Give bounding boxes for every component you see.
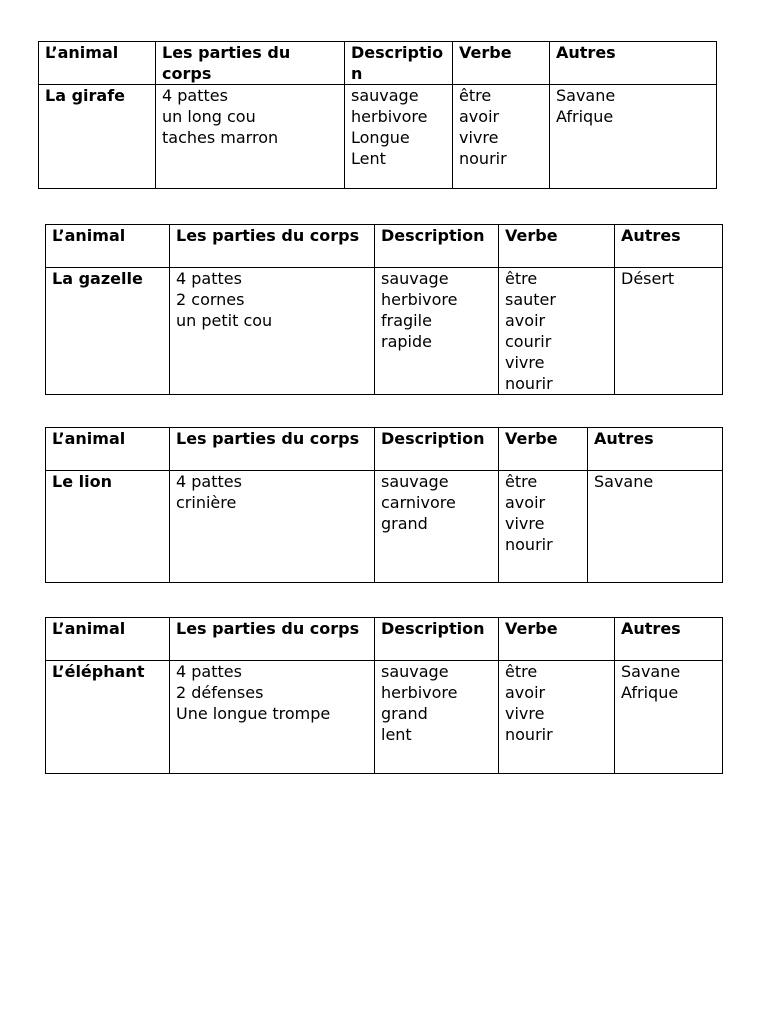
cell-verbe: être avoir vivre nourir — [499, 471, 588, 583]
cell-verbe: être avoir vivre nourir — [499, 661, 615, 774]
animal-table-elephant — [45, 617, 723, 774]
cell-description: sauvage herbivore fragile rapide — [375, 268, 499, 395]
cell-parties: 4 pattes 2 défenses Une longue trompe — [170, 661, 375, 774]
header-animal: L’animal — [46, 428, 170, 471]
header-animal: L’animal — [46, 225, 170, 268]
header-parties: Les parties du corps — [170, 225, 375, 268]
animal-table-gazelle — [45, 224, 723, 395]
animal-table-lion — [45, 427, 723, 583]
table-header-row — [46, 618, 723, 661]
cell-description: sauvage herbivore grand lent — [375, 661, 499, 774]
header-autres: Autres — [550, 42, 717, 85]
header-autres: Autres — [588, 428, 723, 471]
header-parties: Les parties du corps — [156, 42, 345, 85]
cell-autres: Savane — [588, 471, 723, 583]
header-verbe: Verbe — [499, 618, 615, 661]
table-row — [46, 471, 723, 583]
cell-parties: 4 pattes 2 cornes un petit cou — [170, 268, 375, 395]
table-header-row — [46, 428, 723, 471]
cell-autres: Savane Afrique — [550, 85, 717, 189]
header-description: Description — [375, 618, 499, 661]
table-row — [39, 85, 717, 189]
cell-parties: 4 pattes un long cou taches marron — [156, 85, 345, 189]
table-row — [46, 268, 723, 395]
animal-name: La girafe — [39, 85, 156, 189]
header-description: Description — [375, 428, 499, 471]
table-header-row — [39, 42, 717, 85]
cell-description: sauvage herbivore Longue Lent — [345, 85, 453, 189]
animal-name: L’éléphant — [46, 661, 170, 774]
animal-name: La gazelle — [46, 268, 170, 395]
header-autres: Autres — [615, 225, 723, 268]
header-description: Description — [345, 42, 453, 85]
header-parties: Les parties du corps — [170, 428, 375, 471]
cell-description: sauvage carnivore grand — [375, 471, 499, 583]
table-row — [46, 661, 723, 774]
header-animal: L’animal — [39, 42, 156, 85]
cell-verbe: être sauter avoir courir vivre nourir — [499, 268, 615, 395]
header-verbe: Verbe — [499, 428, 588, 471]
cell-autres: Savane Afrique — [615, 661, 723, 774]
animal-table-girafe — [38, 41, 717, 189]
header-description: Description — [375, 225, 499, 268]
header-parties: Les parties du corps — [170, 618, 375, 661]
cell-verbe: être avoir vivre nourir — [453, 85, 550, 189]
table-header-row — [46, 225, 723, 268]
header-autres: Autres — [615, 618, 723, 661]
header-verbe: Verbe — [499, 225, 615, 268]
cell-parties: 4 pattes crinière — [170, 471, 375, 583]
animal-name: Le lion — [46, 471, 170, 583]
cell-autres: Désert — [615, 268, 723, 395]
header-verbe: Verbe — [453, 42, 550, 85]
header-animal: L’animal — [46, 618, 170, 661]
